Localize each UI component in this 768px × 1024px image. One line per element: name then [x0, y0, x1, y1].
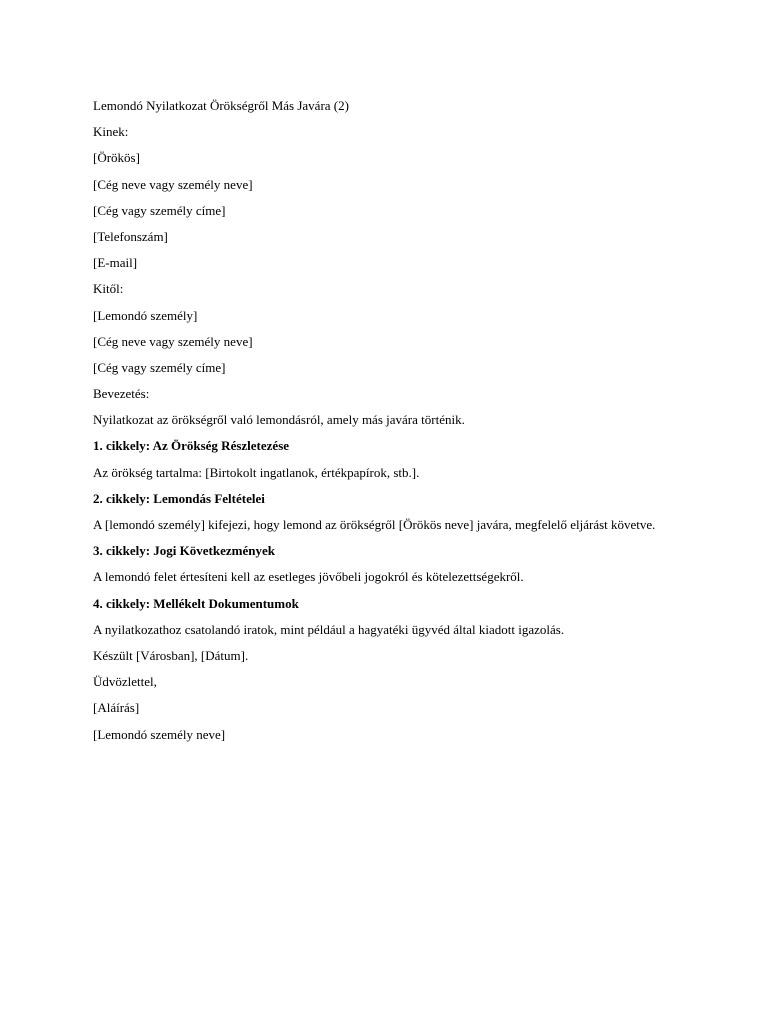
- document-page: [93, 96, 733, 751]
- article-2-heading: 2. cikkely: Lemondás Feltételei: [93, 490, 265, 506]
- document-title: Lemondó Nyilatkozat Örökségről Más Javára (2): [93, 98, 349, 113]
- closing: Üdvözlettel,: [93, 674, 157, 690]
- article-3-body: A lemondó felet értesíteni kell az esetleges jövőbeli jogokról és kötelezettségekről.: [93, 569, 524, 585]
- from-name: [Cég neve vagy személy neve]: [93, 333, 253, 349]
- place-date: Készült [Városban], [Dátum].: [93, 647, 249, 663]
- intro-text: Nyilatkozat az örökségről való lemondásról, amely más javára történik.: [93, 412, 465, 428]
- signer-name: [Lemondó személy neve]: [93, 726, 226, 742]
- to-name: [Cég neve vagy személy neve]: [93, 176, 253, 192]
- article-4-heading: 4. cikkely: Mellékelt Dokumentumok: [93, 595, 299, 611]
- article-1-heading: 1. cikkely: Az Örökség Részletezése: [93, 438, 290, 454]
- from-person: [Lemondó személy]: [93, 307, 198, 323]
- article-1-body: Az örökség tartalma: [Birtokolt ingatlanok, értékpapírok, stb.].: [93, 464, 420, 480]
- to-email: [E-mail]: [93, 255, 138, 271]
- signature: [Aláírás]: [93, 700, 140, 716]
- article-3-heading: 3. cikkely: Jogi Következmények: [93, 543, 275, 559]
- article-4-body: A nyilatkozathoz csatolandó iratok, mint például a hagyatéki ügyvéd által kiadott igazolás.: [93, 621, 565, 637]
- intro-label: Bevezetés:: [93, 386, 150, 402]
- to-label: Kinek:: [93, 124, 129, 140]
- from-label: Kitől:: [93, 281, 124, 297]
- from-address: [Cég vagy személy címe]: [93, 359, 226, 375]
- article-2-body: A [lemondó személy] kifejezi, hogy lemond az örökségről [Örökös neve] javára, megfelelő eljárást követve.: [93, 517, 656, 532]
- to-address: [Cég vagy személy címe]: [93, 202, 226, 218]
- to-phone: [Telefonszám]: [93, 228, 168, 244]
- to-heir: [Örökös]: [93, 150, 140, 166]
